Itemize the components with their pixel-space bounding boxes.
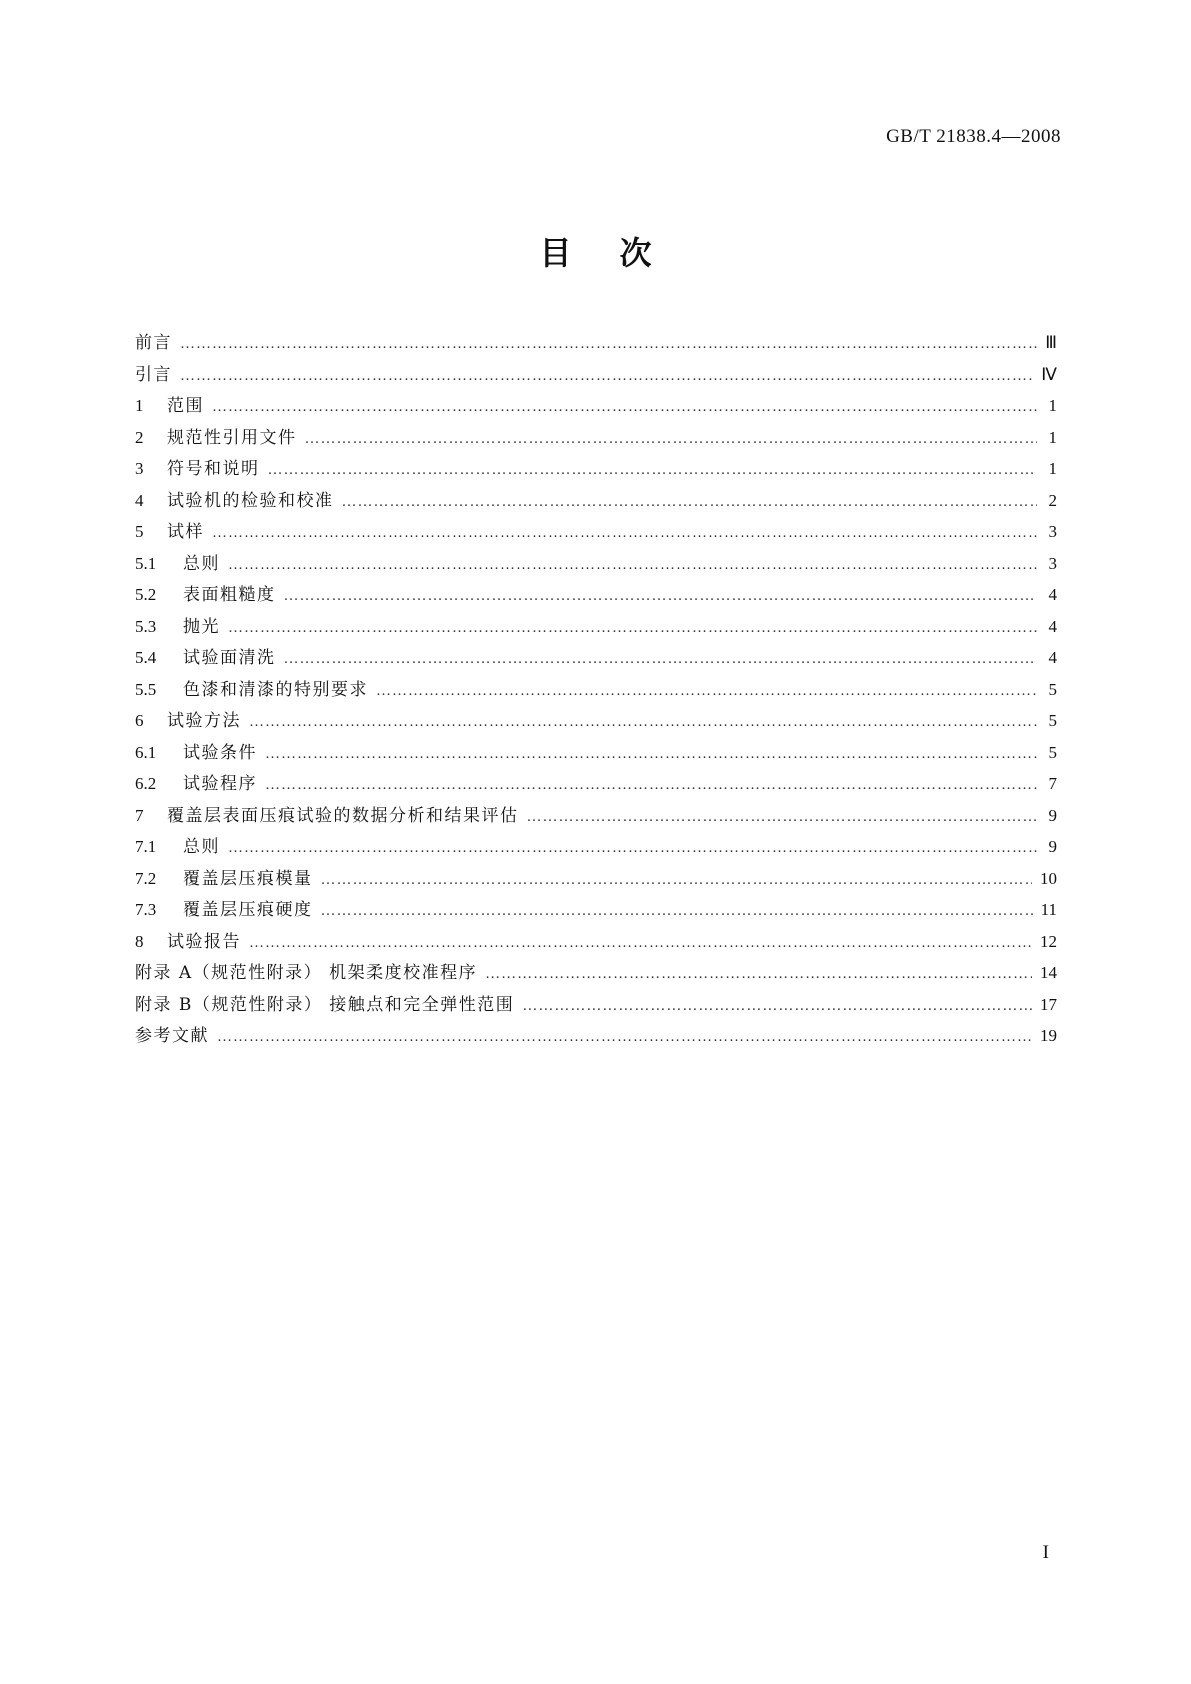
toc-entry-number: 5.2	[135, 585, 157, 604]
toc-entry-page: 19	[1040, 1026, 1057, 1045]
page-number: I	[1042, 1542, 1049, 1563]
toc-entry[interactable]	[135, 611, 1057, 643]
toc-entry-title: 引言	[135, 364, 172, 385]
toc-entry-number: 6	[135, 711, 144, 730]
toc-entry-page: 7	[1048, 774, 1057, 793]
toc-entry-number: 5	[135, 522, 144, 541]
toc-entry[interactable]	[135, 957, 1057, 989]
toc-entry[interactable]	[135, 737, 1057, 769]
toc-entry-title: 试验程序	[183, 774, 257, 794]
toc-entry-title: 附录 A（规范性附录） 机架柔度校准程序	[135, 963, 478, 983]
toc-entry-page: 4	[1048, 616, 1057, 636]
toc-entry-number: 1	[135, 396, 144, 415]
toc-entry-page: 9	[1048, 837, 1057, 856]
toc-entry-title: 试验报告	[167, 931, 241, 952]
toc-entry[interactable]	[135, 705, 1057, 737]
toc-entry-page: 17	[1040, 994, 1057, 1014]
toc-entry[interactable]	[135, 800, 1057, 832]
toc-leader-dots	[342, 487, 1038, 519]
toc-leader-dots	[212, 518, 1037, 550]
toc-entry-title: 附录 B（规范性附录） 接触点和完全弹性范围	[135, 994, 515, 1015]
toc-entry-page: Ⅳ	[1041, 364, 1057, 384]
toc-entry-title: 符号和说明	[167, 459, 260, 479]
toc-entry-title: 试验方法	[167, 711, 241, 731]
toc-entry-page: 4	[1048, 585, 1057, 604]
toc-entry[interactable]	[135, 926, 1057, 958]
toc-entry-title: 试验面清洗	[183, 648, 276, 668]
toc-entry[interactable]	[135, 579, 1057, 611]
toc-leader-dots	[284, 581, 1038, 613]
toc-entry-number: 7.1	[135, 837, 157, 856]
toc-leader-dots	[522, 991, 1032, 1023]
toc-entry-number: 7.3	[135, 900, 157, 919]
toc-entry[interactable]	[135, 1020, 1057, 1052]
toc-leader-dots	[376, 676, 1037, 708]
toc-entry-title: 规范性引用文件	[167, 427, 297, 448]
toc-entry-page: 3	[1048, 522, 1057, 541]
toc-leader-dots	[228, 550, 1037, 582]
toc-leader-dots	[180, 329, 1037, 361]
toc-entry[interactable]	[135, 327, 1057, 359]
toc-entry[interactable]	[135, 548, 1057, 580]
toc-entry-page: 5	[1048, 679, 1057, 699]
toc-entry-page: 3	[1048, 553, 1057, 573]
toc-entry-number: 5.1	[135, 553, 157, 573]
toc-entry-page: 10	[1040, 868, 1057, 888]
toc-leader-dots	[321, 865, 1033, 897]
toc-entry-title: 参考文献	[135, 1026, 209, 1046]
toc-entry-number: 7	[135, 805, 144, 825]
toc-leader-dots	[217, 1022, 1032, 1054]
toc-entry[interactable]	[135, 422, 1057, 454]
toc-leader-dots	[265, 770, 1037, 802]
toc-entry-page: 12	[1040, 931, 1057, 951]
toc-entry[interactable]	[135, 516, 1057, 548]
toc-entry-number: 5.5	[135, 679, 157, 699]
toc-entry-page: 14	[1040, 963, 1057, 982]
toc-entry-title: 范围	[167, 396, 204, 416]
toc-leader-dots	[321, 896, 1033, 928]
toc-entry-page: 1	[1048, 396, 1057, 415]
toc-entry-title: 覆盖层压痕模量	[183, 868, 313, 889]
toc-entry-title: 试验机的检验和校准	[167, 490, 334, 511]
toc-entry-title: 覆盖层表面压痕试验的数据分析和结果评估	[167, 805, 519, 826]
toc-entry-page: 1	[1048, 427, 1057, 447]
toc-entry[interactable]	[135, 390, 1057, 422]
toc-entry-number: 3	[135, 459, 144, 478]
toc-leader-dots	[305, 424, 1038, 456]
toc-entry-title: 试验条件	[183, 742, 257, 763]
toc-entry[interactable]	[135, 674, 1057, 706]
toc-entry-title: 试样	[167, 522, 204, 542]
toc-entry-page: 5	[1048, 742, 1057, 762]
page-title: 目次	[539, 234, 700, 272]
toc-entry[interactable]	[135, 894, 1057, 926]
toc-entry-number: 6.1	[135, 742, 157, 762]
toc-entry[interactable]	[135, 642, 1057, 674]
table-of-contents	[135, 327, 1057, 1052]
toc-entry-title: 覆盖层压痕硬度	[183, 900, 313, 920]
toc-entry-title: 色漆和清漆的特别要求	[183, 679, 368, 700]
toc-entry-page: 4	[1048, 648, 1057, 667]
toc-entry[interactable]	[135, 989, 1057, 1021]
toc-entry-number: 6.2	[135, 774, 157, 793]
toc-leader-dots	[284, 644, 1038, 676]
toc-entry-number: 4	[135, 490, 144, 510]
toc-entry-page: 5	[1048, 711, 1057, 730]
toc-entry-number: 5.4	[135, 648, 157, 667]
standard-number: GB/T 21838.4—2008	[886, 126, 1061, 147]
toc-leader-dots	[265, 739, 1037, 771]
toc-entry-title: 总则	[183, 553, 220, 574]
toc-entry-number: 7.2	[135, 868, 157, 888]
toc-entry[interactable]	[135, 453, 1057, 485]
toc-entry[interactable]	[135, 863, 1057, 895]
toc-entry-number: 8	[135, 931, 144, 951]
toc-entry-title: 前言	[135, 333, 172, 353]
toc-leader-dots	[180, 361, 1033, 393]
toc-entry-number: 5.3	[135, 616, 157, 636]
toc-leader-dots	[268, 455, 1038, 487]
toc-entry[interactable]	[135, 359, 1057, 391]
toc-entry-page: 1	[1048, 459, 1057, 478]
toc-leader-dots	[212, 392, 1037, 424]
toc-entry-title: 总则	[183, 837, 220, 857]
toc-entry-page: Ⅲ	[1045, 333, 1057, 352]
toc-leader-dots	[249, 707, 1037, 739]
toc-entry[interactable]	[135, 831, 1057, 863]
toc-leader-dots	[485, 959, 1032, 991]
toc-leader-dots	[249, 928, 1032, 960]
toc-entry[interactable]	[135, 485, 1057, 517]
toc-entry[interactable]	[135, 768, 1057, 800]
toc-entry-title: 抛光	[183, 616, 220, 637]
toc-leader-dots	[527, 802, 1038, 834]
toc-entry-number: 2	[135, 427, 144, 447]
toc-entry-page: 11	[1040, 900, 1057, 919]
toc-entry-title: 表面粗糙度	[183, 585, 276, 605]
toc-leader-dots	[228, 613, 1037, 645]
toc-leader-dots	[228, 833, 1037, 865]
toc-entry-page: 2	[1048, 490, 1057, 510]
toc-entry-page: 9	[1048, 805, 1057, 825]
